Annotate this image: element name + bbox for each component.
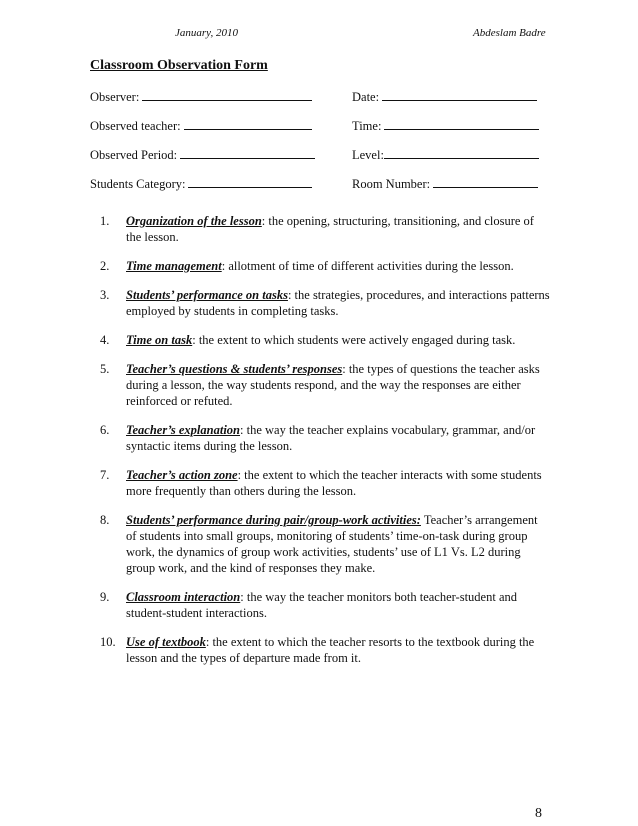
page-number: 8 <box>535 806 542 821</box>
item-term: Teacher’s action zone <box>126 468 238 482</box>
item-desc: : the extent to which students were actively engaged during task. <box>192 333 516 347</box>
item-term: Students’ performance during pair/group-work activities: <box>126 513 421 527</box>
observed-period-blank[interactable] <box>180 147 315 159</box>
item-number: 3. <box>100 288 110 302</box>
observed-teacher-field[interactable] <box>90 118 312 134</box>
item-number: 4. <box>100 333 110 347</box>
observer-label: Observer: <box>90 90 140 104</box>
item-desc: : the way the teacher monitors both teacher-student and student-student interactions. <box>126 590 517 620</box>
item-number: 9. <box>100 590 110 604</box>
item-term: Classroom interaction <box>126 590 241 604</box>
item-term: Teacher’s explanation <box>126 423 241 437</box>
item-desc: : allotment of time of different activities during the lesson. <box>221 259 514 273</box>
room-number-field[interactable] <box>352 176 538 192</box>
room-number-label: Room Number: <box>352 177 431 191</box>
level-field[interactable] <box>352 147 539 163</box>
level-label: Level: <box>352 148 384 162</box>
item-desc: : the way the teacher explains vocabulary, grammar, and/or syntactic items during the lesson. <box>126 423 536 453</box>
item-term: Organization of the lesson <box>126 214 262 228</box>
students-category-field[interactable] <box>90 176 312 192</box>
item-term: Time on task <box>126 333 193 347</box>
list-item <box>90 422 550 454</box>
item-term: Students’ performance on tasks <box>126 288 288 302</box>
list-item <box>90 258 550 274</box>
item-desc: : the strategies, procedures, and interactions patterns employed by students in completing tasks. <box>126 288 550 318</box>
date-field[interactable] <box>352 89 537 105</box>
item-number: 6. <box>100 423 110 437</box>
list-item <box>90 287 550 319</box>
observer-blank[interactable] <box>142 89 312 101</box>
item-desc: : the extent to which the teacher resorts to the textbook during the lesson and the types of departure made from it. <box>126 635 535 665</box>
date-label: Date: <box>352 90 380 104</box>
room-number-blank[interactable] <box>433 176 538 188</box>
students-category-label: Students Category: <box>90 177 186 191</box>
item-desc: : the extent to which the teacher interacts with some students more frequently than others during the lesson. <box>126 468 542 498</box>
item-term: Teacher’s questions & students’ responses <box>126 362 343 376</box>
date-blank[interactable] <box>382 89 537 101</box>
header-date: January, 2010 <box>175 27 238 39</box>
students-category-blank[interactable] <box>188 176 312 188</box>
list-item <box>90 361 550 409</box>
item-desc: Teacher’s arrangement of students into small groups, monitoring of students’ time-on-task during group work, the dynamics of group work activities, students’ use of L1 Vs. L2 during group work, and the kind of responses they make. <box>126 513 538 575</box>
item-number: 2. <box>100 259 110 273</box>
form-title: Classroom Observation Form <box>90 58 268 73</box>
time-label: Time: <box>352 119 382 133</box>
observed-teacher-blank[interactable] <box>184 118 312 130</box>
item-number: 1. <box>100 214 110 228</box>
list-item <box>90 332 550 348</box>
item-term: Time management <box>126 259 222 273</box>
list-item <box>90 589 550 621</box>
item-desc: : the opening, structuring, transitioning, and closure of the lesson. <box>126 214 534 244</box>
list-item <box>90 467 550 499</box>
observed-period-label: Observed Period: <box>90 148 178 162</box>
item-desc: : the types of questions the teacher asks during a lesson, the way students respond, and the way the responses are either reinforced or refuted. <box>126 362 540 408</box>
time-field[interactable] <box>352 118 539 134</box>
list-item <box>90 512 550 576</box>
time-blank[interactable] <box>384 118 539 130</box>
observer-field[interactable] <box>90 89 312 105</box>
list-item <box>90 213 550 245</box>
header-author: Abdeslam Badre <box>473 27 546 39</box>
item-number: 8. <box>100 513 110 527</box>
criteria-list <box>90 213 550 679</box>
item-term: Use of textbook <box>126 635 206 649</box>
level-blank[interactable] <box>384 147 539 159</box>
item-number: 10. <box>100 635 116 649</box>
observed-teacher-label: Observed teacher: <box>90 119 181 133</box>
item-number: 5. <box>100 362 110 376</box>
observed-period-field[interactable] <box>90 147 315 163</box>
item-number: 7. <box>100 468 110 482</box>
list-item <box>90 634 550 666</box>
